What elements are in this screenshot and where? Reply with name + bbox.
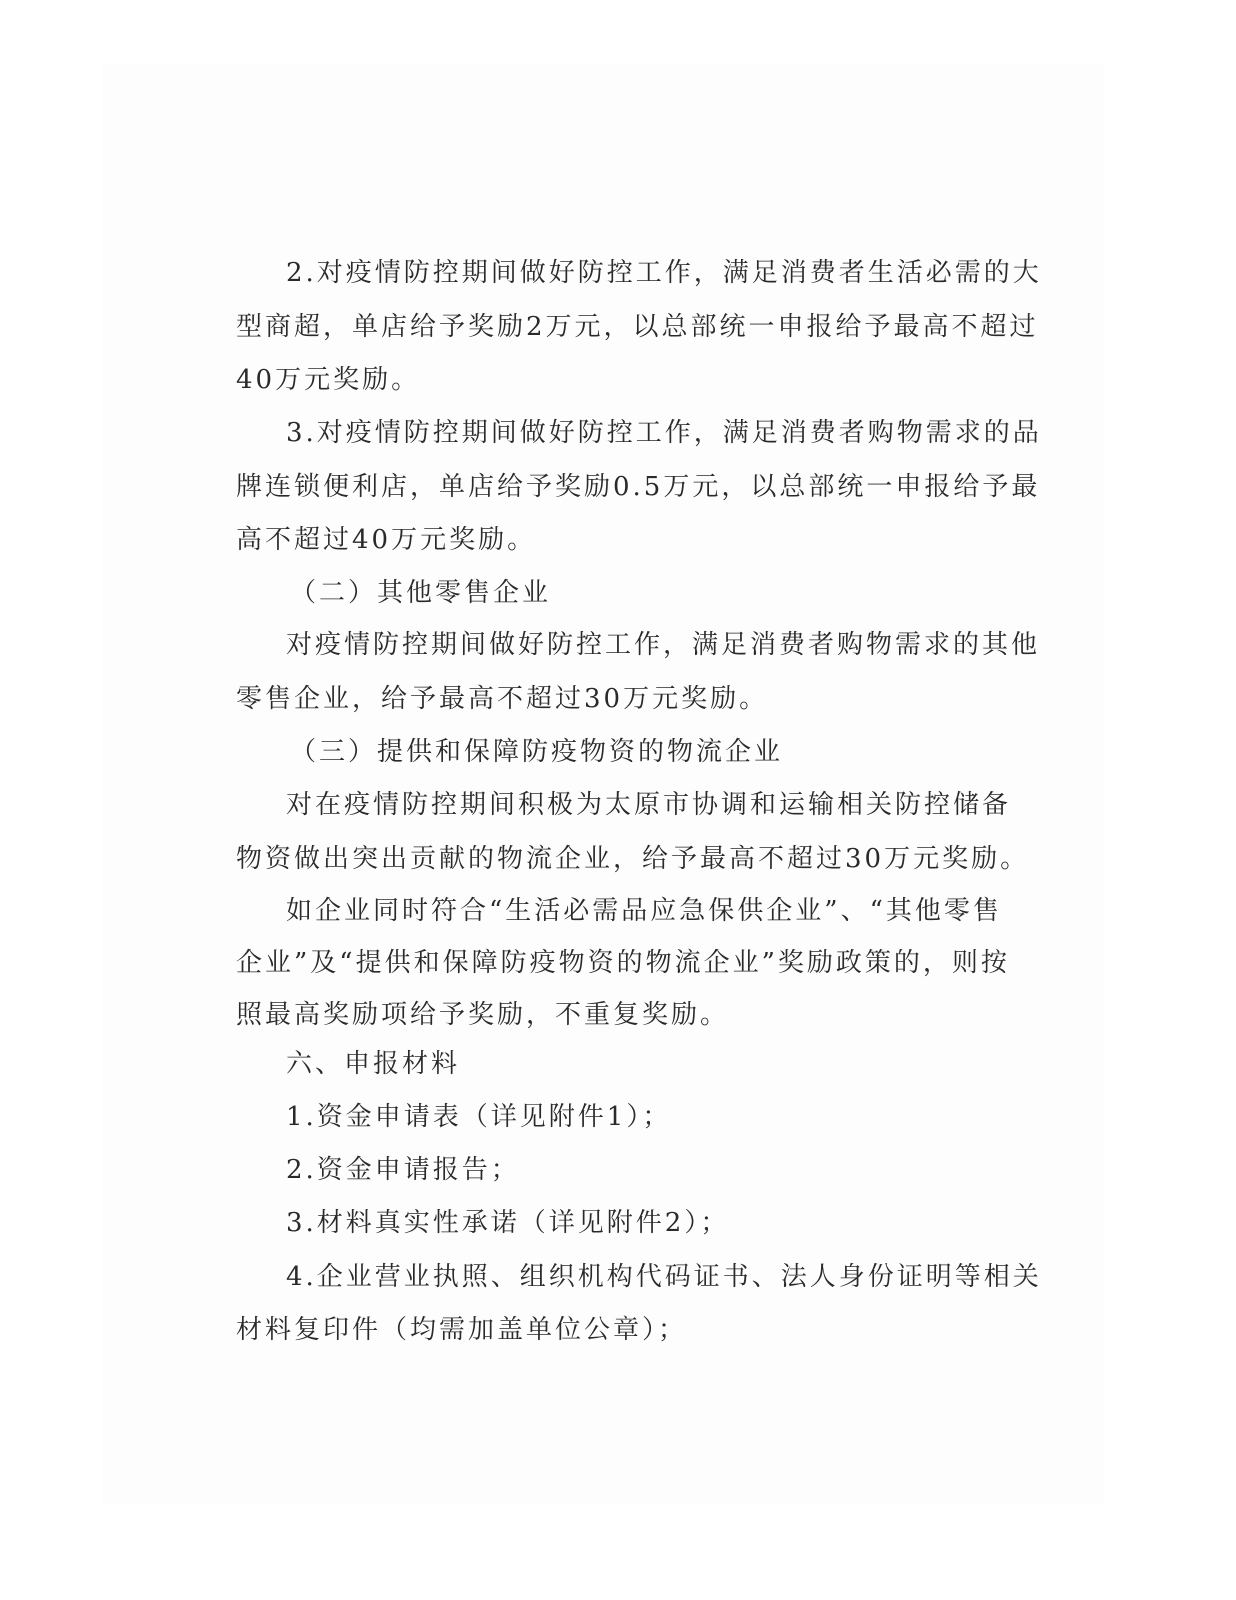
paragraph-combined-line-1: 如企业同时符合“生活必需品应急保供企业”、“其他零售 bbox=[286, 896, 1002, 926]
paragraph-combined-line-2: 企业”及“提供和保障防疫物资的物流企业”奖励政策的，则按 bbox=[236, 948, 1010, 978]
paragraph-item-3-line-3: 高不超过40万元奖励。 bbox=[236, 525, 537, 555]
paragraph-item-2-line-2: 型商超，单店给予奖励2万元，以总部统一申报给予最高不超过 bbox=[236, 312, 1039, 342]
material-item-3: 3.材料真实性承诺（详见附件2）； bbox=[286, 1208, 730, 1238]
section-heading-application-materials: 六、申报材料 bbox=[286, 1049, 461, 1079]
material-item-1: 1.资金申请表（详见附件1）； bbox=[286, 1102, 672, 1132]
paragraph-other-retail-line-1: 对疫情防控期间做好防控工作，满足消费者购物需求的其他 bbox=[286, 630, 1041, 660]
paragraph-item-3-line-2: 牌连锁便利店，单店给予奖励0.5万元，以总部统一申报给予最 bbox=[236, 472, 1041, 502]
material-item-4-line-2: 材料复印件（均需加盖单位公章）； bbox=[236, 1315, 688, 1345]
section-heading-other-retail: （二）其他零售企业 bbox=[290, 578, 552, 608]
material-item-2: 2.资金申请报告； bbox=[286, 1155, 520, 1185]
section-heading-logistics: （三）提供和保障防疫物资的物流企业 bbox=[290, 737, 784, 767]
paragraph-combined-line-3: 照最高奖励项给予奖励，不重复奖励。 bbox=[236, 1000, 730, 1030]
material-item-4-line-1: 4.企业营业执照、组织机构代码证书、法人身份证明等相关 bbox=[286, 1262, 1042, 1292]
paragraph-logistics-line-2: 物资做出突出贡献的物流企业，给予最高不超过30万元奖励。 bbox=[236, 844, 1030, 874]
paragraph-logistics-line-1: 对在疫情防控期间积极为太原市协调和运输相关防控储备 bbox=[286, 790, 1012, 820]
paragraph-other-retail-line-2: 零售企业，给予最高不超过30万元奖励。 bbox=[236, 684, 769, 714]
paragraph-item-2-line-3: 40万元奖励。 bbox=[236, 365, 421, 395]
paragraph-item-2-line-1: 2.对疫情防控期间做好防控工作，满足消费者生活必需的大 bbox=[286, 258, 1042, 288]
paragraph-item-3-line-1: 3.对疫情防控期间做好防控工作，满足消费者购物需求的品 bbox=[286, 418, 1042, 448]
